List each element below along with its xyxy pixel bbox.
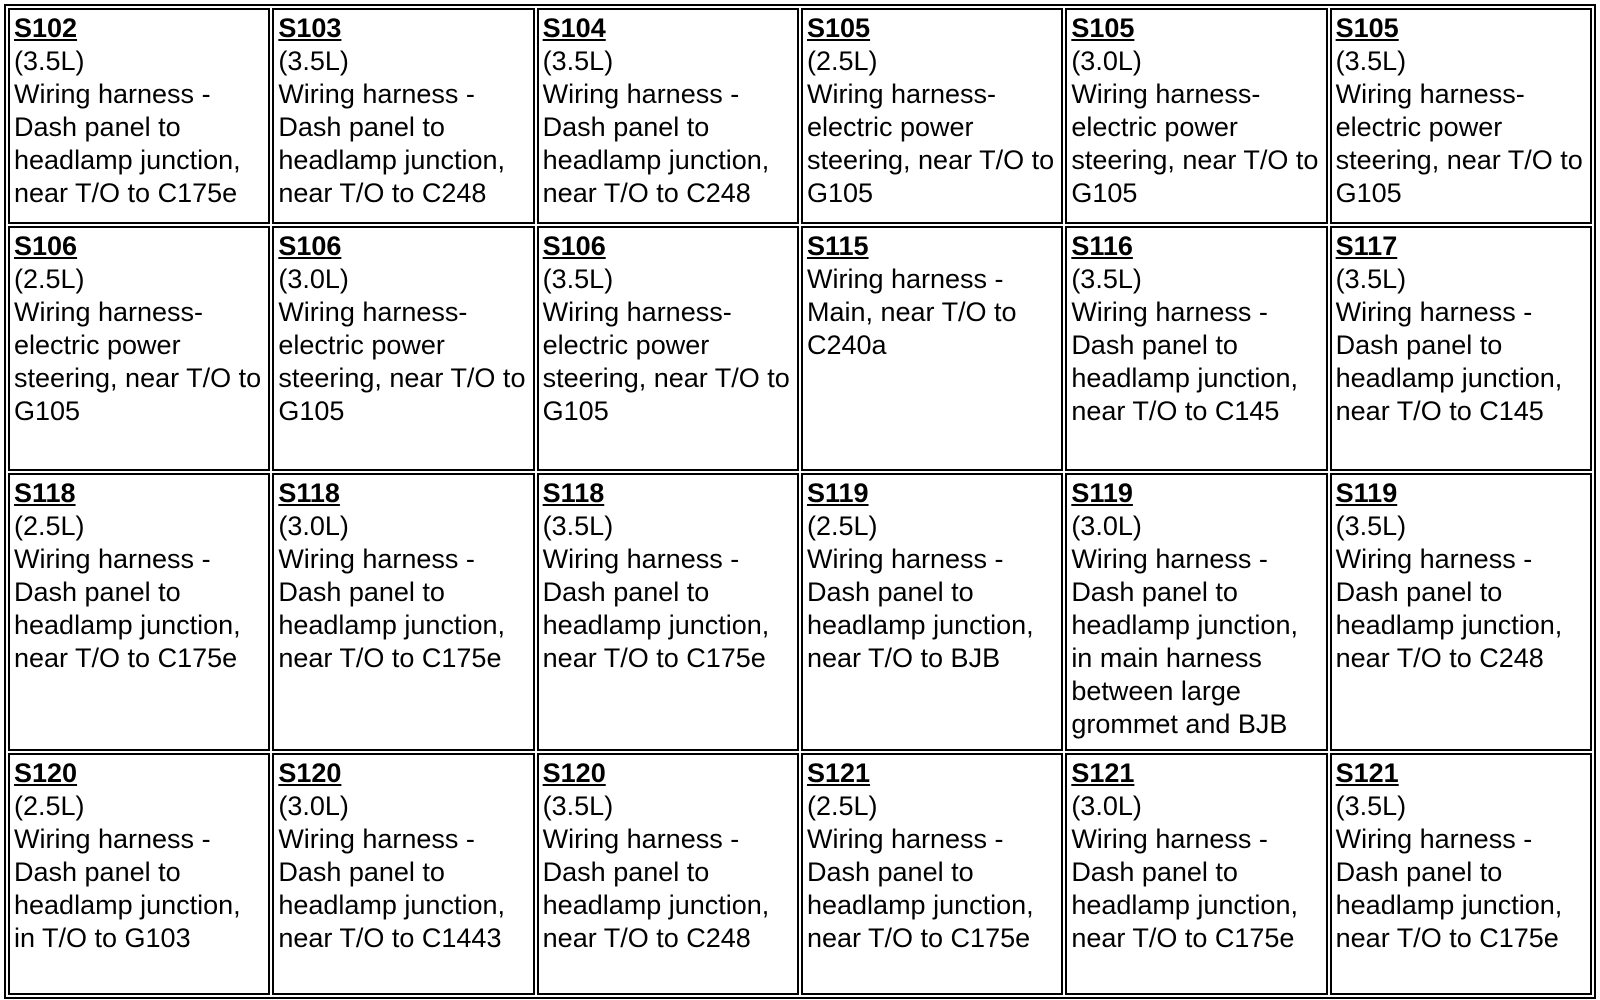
splice-id-link[interactable]: S120 [14,758,78,788]
splice-description: Wiring harness - Dash panel to headlamp junction, near T/O to C248 [278,79,505,208]
splice-description: Wiring harness-electric power steering, near T/O to G105 [14,297,262,426]
splice-id-link[interactable]: S105 [1071,13,1135,43]
splice-description: Wiring harness - Dash panel to headlamp junction, near T/O to C248 [1335,544,1563,673]
splice-cell [272,8,534,224]
splice-cell [801,473,1063,751]
splice-cell [272,226,534,471]
splice-id-link[interactable]: S119 [1071,478,1133,508]
table-row [8,8,1592,224]
splice-cell [1330,753,1592,995]
splice-id-link[interactable]: S106 [278,231,342,261]
splice-description: Wiring harness - Dash panel to headlamp junction, near T/O to C248 [542,79,770,208]
splice-id-link[interactable]: S106 [542,231,606,261]
engine-variant: (3.5L) [1335,791,1407,821]
splice-cell [537,8,799,224]
splice-description: Wiring harness - Dash panel to headlamp junction, near T/O to C175e [1071,824,1298,953]
splice-id-link[interactable]: S119 [806,478,869,508]
splice-description: Wiring harness-electric power steering, near T/O to G105 [542,297,790,426]
splice-description: Wiring harness-electric power steering, near T/O to G105 [1071,79,1319,208]
engine-variant: (3.5L) [1071,264,1142,294]
engine-variant: (3.5L) [542,264,614,294]
splice-id-link[interactable]: S120 [542,758,606,788]
splice-cell [272,473,534,751]
splice-cell [801,8,1063,224]
engine-variant: (3.0L) [1071,791,1142,821]
splice-id-link[interactable]: S118 [542,478,605,508]
splice-description: Wiring harness - Dash panel to headlamp junction, in T/O to G103 [14,824,241,953]
splice-cell [1330,226,1592,471]
engine-variant: (3.0L) [278,791,349,821]
splice-cell [8,226,270,471]
splice-id-link[interactable]: S102 [14,13,78,43]
splice-cell [272,753,534,995]
splice-location-table [4,4,1596,999]
engine-variant: (3.0L) [1071,46,1142,76]
splice-id-link[interactable]: S121 [1071,758,1135,788]
engine-variant: (3.0L) [278,511,349,541]
splice-description: Wiring harness - Dash panel to headlamp junction, near T/O to C145 [1071,297,1298,426]
engine-variant: (2.5L) [806,511,878,541]
engine-variant: (3.5L) [1335,264,1407,294]
table-row [8,753,1592,995]
engine-variant: (3.5L) [278,46,349,76]
splice-description: Wiring harness - Dash panel to headlamp junction, near T/O to C145 [1335,297,1563,426]
table-row [8,226,1592,471]
splice-cell [8,8,270,224]
splice-cell [1065,226,1327,471]
splice-cell [8,473,270,751]
splice-id-link[interactable]: S104 [542,13,606,43]
splice-id-link[interactable]: S105 [1335,13,1399,43]
splice-description: Wiring harness-electric power steering, near T/O to G105 [278,297,526,426]
splice-cell [1330,8,1592,224]
engine-variant: (3.5L) [14,46,85,76]
engine-variant: (3.5L) [1335,511,1407,541]
splice-description: Wiring harness-electric power steering, near T/O to G105 [1335,79,1583,208]
splice-cell [1065,753,1327,995]
splice-description: Wiring harness - Dash panel to headlamp junction, near T/O to BJB [806,544,1034,673]
splice-id-link[interactable]: S120 [278,758,342,788]
engine-variant: (2.5L) [14,511,85,541]
table-row [8,473,1592,751]
splice-cell [1330,473,1592,751]
splice-id-link[interactable]: S106 [14,231,78,261]
splice-id-link[interactable]: S115 [806,231,869,261]
splice-cell [801,753,1063,995]
splice-description: Wiring harness - Dash panel to headlamp junction, in main harness between large grommet and BJB [1071,544,1298,739]
splice-cell [537,753,799,995]
splice-cell [8,753,270,995]
splice-description: Wiring harness - Dash panel to headlamp junction, near T/O to C175e [14,544,241,673]
engine-variant: (3.5L) [542,511,614,541]
splice-id-link[interactable]: S116 [1071,231,1133,261]
engine-variant: (2.5L) [806,791,878,821]
splice-id-link[interactable]: S121 [1335,758,1399,788]
engine-variant: (3.0L) [1071,511,1142,541]
splice-description: Wiring harness - Dash panel to headlamp junction, near T/O to C175e [806,824,1034,953]
splice-cell [537,473,799,751]
splice-description: Wiring harness - Dash panel to headlamp junction, near T/O to C175e [278,544,505,673]
engine-variant: (3.5L) [542,46,614,76]
splice-id-link[interactable]: S117 [1335,231,1398,261]
splice-id-link[interactable]: S105 [806,13,871,43]
splice-id-link[interactable]: S118 [14,478,76,508]
splice-id-link[interactable]: S121 [806,758,871,788]
engine-variant: (2.5L) [806,46,878,76]
splice-description: Wiring harness - Dash panel to headlamp junction, near T/O to C175e [14,79,241,208]
splice-description: Wiring harness - Dash panel to headlamp junction, near T/O to C1443 [278,824,505,953]
splice-id-link[interactable]: S119 [1335,478,1398,508]
splice-cell [801,226,1063,471]
splice-cell [1065,8,1327,224]
engine-variant: (3.5L) [1335,46,1407,76]
splice-description: Wiring harness - Dash panel to headlamp junction, near T/O to C175e [542,544,770,673]
splice-description: Wiring harness - Main, near T/O to C240a [806,264,1017,360]
engine-variant: (2.5L) [14,791,85,821]
splice-cell [537,226,799,471]
splice-id-link[interactable]: S103 [278,13,342,43]
splice-description: Wiring harness - Dash panel to headlamp junction, near T/O to C248 [542,824,770,953]
engine-variant: (2.5L) [14,264,85,294]
splice-table-body [8,8,1592,995]
engine-variant: (3.0L) [278,264,349,294]
splice-description: Wiring harness-electric power steering, near T/O to G105 [806,79,1055,208]
splice-cell [1065,473,1327,751]
splice-id-link[interactable]: S118 [278,478,340,508]
splice-description: Wiring harness - Dash panel to headlamp junction, near T/O to C175e [1335,824,1563,953]
engine-variant: (3.5L) [542,791,614,821]
